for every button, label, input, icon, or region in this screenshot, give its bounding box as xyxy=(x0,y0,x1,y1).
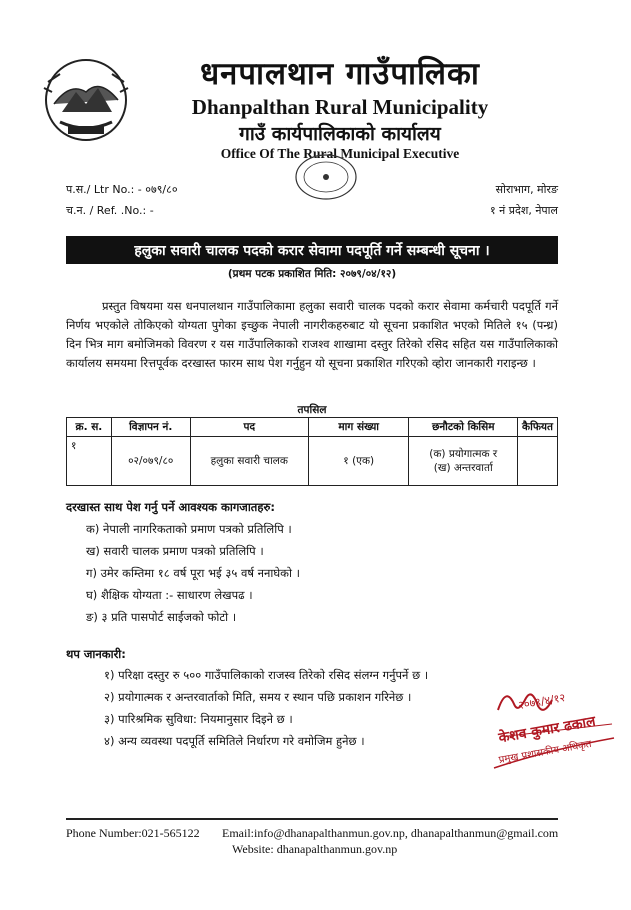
header-remarks: कैफियत xyxy=(518,418,558,437)
footer-divider xyxy=(66,818,558,820)
footer-phone: Phone Number:021-565122 xyxy=(66,826,200,840)
table-header-row xyxy=(67,418,558,437)
cell-adv-no: ०२/०७९/८० xyxy=(111,437,190,486)
cell-sn: १ xyxy=(67,437,112,486)
office-name-nepali: गाउँ कार्यपालिकाको कार्यालय xyxy=(239,123,441,145)
nepal-emblem-logo xyxy=(40,52,132,144)
notice-title: हलुका सवारी चालक पदको करार सेवामा पदपूर्ति गर्ने सम्बन्धी सूचना । xyxy=(66,236,558,264)
publication-date: (प्रथम पटक प्रकाशित मिति: २०७९/०४/१२) xyxy=(227,268,397,280)
office-stamp xyxy=(292,150,360,204)
footer-email: Email:info@dhanapalthanmun.gov.np, dhanapalthanmun@gmail.com xyxy=(222,826,559,840)
document-item: ङ) ३ प्रति पासपोर्ट साईजको फोटो । xyxy=(86,610,237,624)
header-sn: क्र. स. xyxy=(67,418,112,437)
office-name-english: Office Of The Rural Municipal Executive xyxy=(220,146,460,161)
document-item: ग) उमेर कम्तिमा १८ वर्ष पूरा भई ३५ वर्ष ननाघेको । xyxy=(86,566,301,580)
reference-number: च.न. / Ref. .No.: - xyxy=(66,204,154,217)
signatory-name: केशव कुमार ढकाल xyxy=(497,713,597,747)
notice-paragraph: प्रस्तुत विषयमा यस धनपालथान गाउँपालिकामा हलुका सवारी चालक पदको करार सेवामा कर्मचारी पदपूर्ति गर्ने निर्णय भएकोले तोकिएको योग्यता पुगेका इच्छुक नेपाली नागरीकहरुबाट यो सूचना प्रकाशित भएको मितिले १५ (पन्ध्र) दिन भित्र माग बमोजिमको विवरण र यस गाउँपालिकाको राजश्व शाखामा दस्तुर तिरेको रसिद सहित यस गाउँपालिकाको कार्यालय समयमा रित्तपूर्वक दरखास्त फारम साथ पेश गर्नुहुन यो सूचना प्रकाशित गरिएको व्होरा जानकारी गराइन्छ । xyxy=(66,299,558,370)
method-practical: (क) प्रयोगात्मक र xyxy=(429,448,498,460)
signature-stamp xyxy=(488,680,620,780)
document-item: ख) सवारी चालक प्रमाण पत्रको प्रतिलिपि । xyxy=(86,544,264,558)
cell-method xyxy=(409,437,518,486)
extra-info-item: ३) पारिश्रमिक सुविधा: नियमानुसार दिइने छ । xyxy=(104,712,293,726)
documents-heading: दरखास्त साथ पेश गर्नु पर्ने आवश्यक कागजातहरु: xyxy=(66,500,275,514)
cell-remarks xyxy=(518,437,558,486)
extra-info-heading: थप जानकारी: xyxy=(66,647,126,661)
cell-post: हलुका सवारी चालक xyxy=(190,437,308,486)
table-caption: तपसिल xyxy=(297,404,327,416)
header-count: माग संख्या xyxy=(308,418,408,437)
letter-number: प.स./ Ltr No.: - ०७९/८० xyxy=(66,183,178,196)
header-post: पद xyxy=(190,418,308,437)
method-interview: (ख) अन्तरवार्ता xyxy=(433,462,493,474)
table-row xyxy=(67,437,558,486)
document-item: क) नेपाली नागरिकताको प्रमाण पत्रको प्रतिलिपि । xyxy=(86,522,292,536)
extra-info-item: ४) अन्य व्यवस्था पदपूर्ति समितिले निर्धारण गरे वमोजिम हुनेछ । xyxy=(104,734,365,748)
cell-count: १ (एक) xyxy=(308,437,408,486)
extra-info-item: २) प्रयोगात्मक र अन्तरवार्ताको मिति, समय र स्थान पछि प्रकाशन गरिनेछ । xyxy=(104,690,412,704)
footer-website: Website: dhanapalthanmun.gov.np xyxy=(232,842,398,856)
document-item: घ) शैक्षिक योग्यता :- साधारण लेखपढ । xyxy=(86,588,253,602)
signature-date: २०७९/४/१२ xyxy=(517,690,567,713)
signatory-title: प्रमुख प्रशासकीय अधिकृत xyxy=(498,738,593,767)
municipality-name-nepali: धनपालथान गाउँपालिका xyxy=(200,56,480,92)
location-province: १ नं प्रदेश, नेपाल xyxy=(489,204,558,217)
header-method: छनौटको किसिम xyxy=(409,418,518,437)
location-district: सोराभाग, मोरङ xyxy=(495,183,558,196)
header-adv-no: विज्ञापन नं. xyxy=(111,418,190,437)
municipality-name-english: Dhanpalthan Rural Municipality xyxy=(191,95,489,119)
extra-info-item: १) परिक्षा दस्तुर रु ५०० गाउँपालिकाको राजस्व तिरेको रसिद संलग्न गर्नुपर्ने छ । xyxy=(104,668,429,682)
vacancy-table xyxy=(66,417,558,486)
